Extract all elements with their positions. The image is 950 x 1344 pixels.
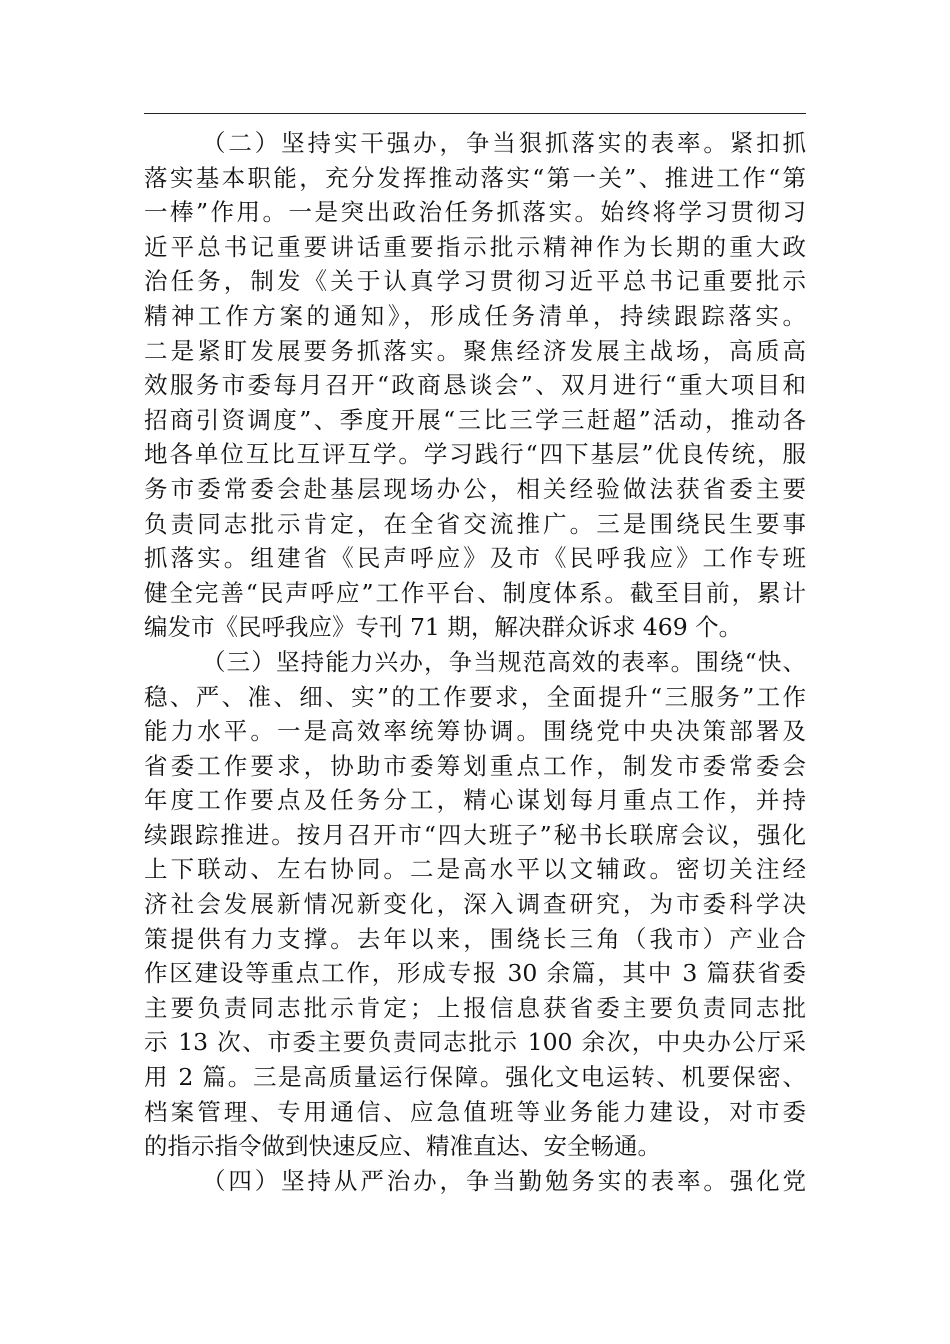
paragraph-line: 效服务市委每月召开“政商恳谈会”、双月进行“重大项目和 — [144, 371, 806, 400]
paragraph-line: 用 2 篇。三是高质量运行保障。强化文电运转、机要保密、 — [144, 1063, 806, 1092]
paragraph-line: 年度工作要点及任务分工，精心谋划每月重点工作，并持 — [144, 786, 806, 815]
paragraph-line: 精神工作方案的通知》，形成任务清单，持续跟踪落实。 — [144, 301, 806, 330]
paragraph-line: 招商引资调度”、季度开展“三比三学三赶超”活动，推动各 — [144, 405, 806, 434]
paragraph-line: 作区建设等重点工作，形成专报 30 余篇，其中 3 篇获省委 — [144, 959, 806, 988]
paragraph-line: 地各单位互比互评互学。学习践行“四下基层”优良传统，服 — [144, 440, 806, 469]
paragraph-line: 能力水平。一是高效率统筹协调。围绕党中央决策部署及 — [144, 717, 806, 746]
paragraph-line: 落实基本职能，充分发挥推动落实“第一关”、推进工作“第 — [144, 163, 806, 192]
paragraph-line: 稳、严、准、细、实”的工作要求，全面提升“三服务”工作 — [144, 682, 806, 711]
paragraph-line: 健全完善“民声呼应”工作平台、制度体系。截至目前，累计 — [144, 578, 806, 607]
paragraph-line: 示 13 次、市委主要负责同志批示 100 余次，中央办公厅采 — [144, 1028, 806, 1057]
paragraph-line: 务市委常委会赴基层现场办公，相关经验做法获省委主要 — [144, 474, 806, 503]
paragraph-line: 近平总书记重要讲话重要指示批示精神作为长期的重大政 — [144, 232, 806, 261]
paragraph-line: 济社会发展新情况新变化，深入调查研究，为市委科学决 — [144, 890, 806, 919]
paragraph-line: 二是紧盯发展要务抓落实。聚焦经济发展主战场，高质高 — [144, 336, 806, 365]
paragraph-line: 的指示指令做到快速反应、精准直达、安全畅通。 — [144, 1132, 661, 1161]
paragraph-line: 抓落实。组建省《民声呼应》及市《民呼我应》工作专班 — [144, 544, 806, 573]
paragraph-line: 上下联动、左右协同。二是高水平以文辅政。密切关注经 — [144, 855, 806, 884]
paragraph-line: 档案管理、专用通信、应急值班等业务能力建设，对市委 — [144, 1097, 806, 1126]
paragraph-line: 主要负责同志批示肯定；上报信息获省委主要负责同志批 — [144, 993, 806, 1022]
body-text — [144, 126, 806, 1198]
paragraph-line: 编发市《民呼我应》专刊 71 期，解决群众诉求 469 个。 — [144, 613, 743, 642]
paragraph-line: 策提供有力支撑。去年以来，围绕长三角（我市）产业合 — [144, 924, 806, 953]
paragraph-line: 治任务，制发《关于认真学习贯彻习近平总书记重要批示 — [144, 267, 806, 296]
paragraph-line: 续跟踪推进。按月召开市“四大班子”秘书长联席会议，强化 — [144, 820, 806, 849]
paragraph-line: 一棒”作用。一是突出政治任务抓落实。始终将学习贯彻习 — [144, 198, 806, 227]
paragraph-line: 省委工作要求，协助市委筹划重点工作，制发市委常委会 — [144, 751, 806, 780]
paragraph-line: 负责同志批示肯定，在全省交流推广。三是围绕民生要事 — [144, 509, 806, 538]
paragraph-first-line: （四）坚持从严治办，争当勤勉务实的表率。强化党 — [202, 1166, 806, 1195]
paragraph-first-line: （二）坚持实干强办，争当狠抓落实的表率。紧扣抓 — [202, 129, 806, 157]
header-rule — [144, 113, 806, 114]
paragraph-first-line: （三）坚持能力兴办，争当规范高效的表率。围绕“快、 — [202, 647, 806, 676]
